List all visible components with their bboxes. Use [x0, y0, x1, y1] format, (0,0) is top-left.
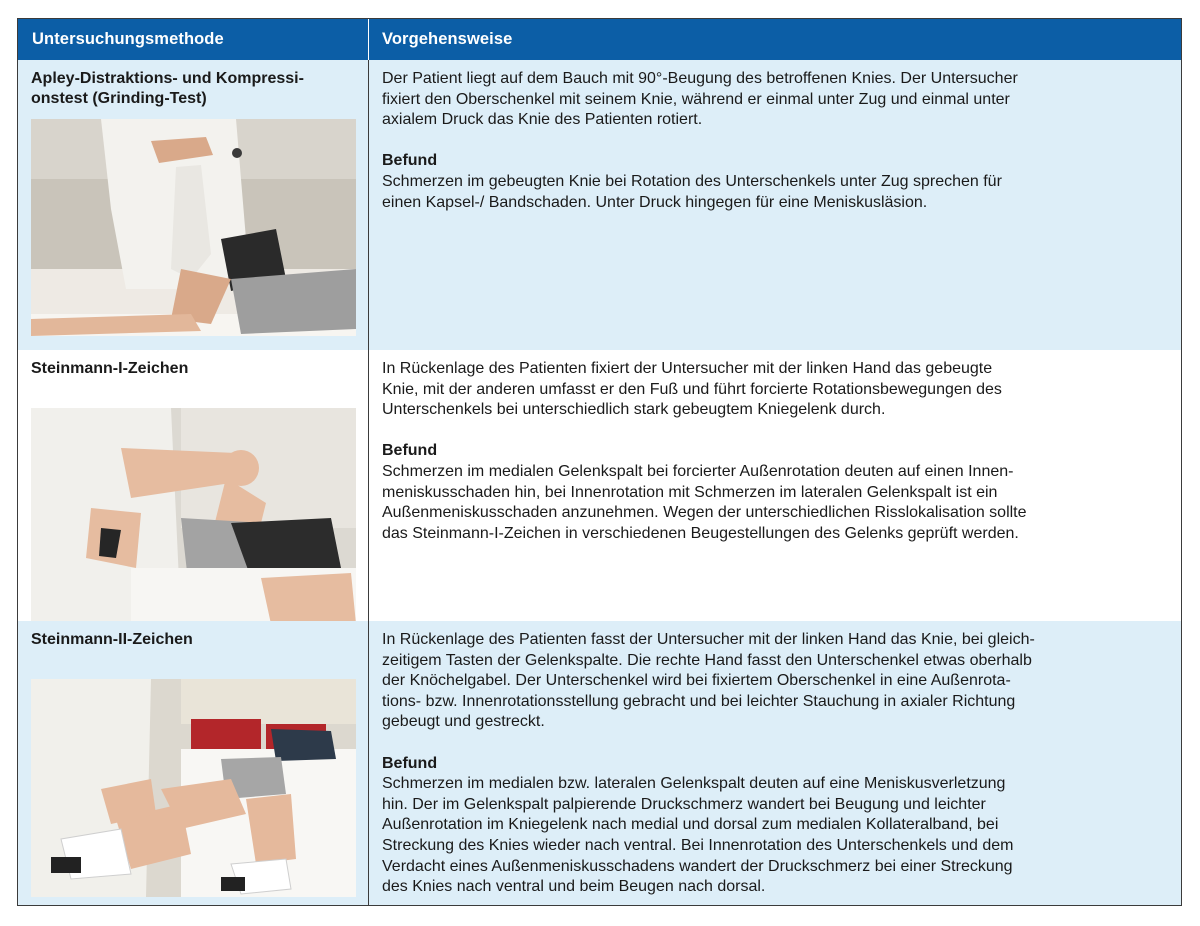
header-examination-method: Untersuchungsmethode	[32, 30, 224, 48]
procedure-line: gebeugt und gestreckt.	[382, 713, 545, 731]
column-divider	[368, 60, 369, 905]
finding-line: hin. Der im Gelenkspalt palpierende Druckschmerz wandert bei Beugung und leichter	[382, 795, 986, 813]
method-title-line: Steinmann-I-Zeichen	[31, 360, 189, 377]
header-column-divider	[368, 19, 369, 60]
table-row-steinmann-2	[18, 621, 1181, 905]
procedure-line: tions- bzw. Innenrotationsstellung gebracht und bei leichter Stauchung in axialer Richtung	[382, 692, 1016, 710]
procedure-line: fixiert den Oberschenkel mit seinem Knie, während er einmal unter Zug und einmal unter	[382, 90, 1010, 108]
finding-line: Streckung des Knies wieder nach ventral. Bei Innenrotation des Unterschenkels und dem	[382, 836, 1014, 854]
finding-line: meniskusschaden hin, bei Innenrotation mit Schmerzen im lateralen Gelenkspalt ist ein	[382, 483, 998, 501]
procedure-line: der Knöchelgabel. Der Unterschenkel wird bei fixiertem Oberschenkel in eine Außenrota-	[382, 672, 1011, 690]
table-header-row	[18, 19, 1181, 60]
finding-line: Verdacht eines Außenmeniskusschadens wandert der Druckschmerz bei einer Streckung	[382, 857, 1013, 875]
procedure-line: axialem Druck das Knie des Patienten rotiert.	[382, 111, 703, 129]
examination-table	[17, 18, 1182, 906]
table-row-steinmann-1	[18, 350, 1181, 621]
finding-line: Außenmeniskusschaden anzunehmen. Wegen der unterschiedlichen Risslokalisation sollte	[382, 504, 1027, 522]
finding-line: Schmerzen im gebeugten Knie bei Rotation des Unterschenkels unter Zug sprechen für	[382, 172, 1002, 190]
finding-line: einen Kapsel-/ Bandschaden. Unter Druck hingegen für eine Meniskusläsion.	[382, 193, 928, 211]
procedure-line: In Rückenlage des Patienten fixiert der Untersucher mit der linken Hand das gebeugte	[382, 360, 993, 377]
finding-heading: Befund	[382, 754, 438, 772]
finding-heading: Befund	[382, 152, 438, 170]
procedure-line: In Rückenlage des Patienten fasst der Untersucher mit der linken Hand das Knie, bei gleich-	[382, 631, 1035, 648]
procedure-steinmann-1	[382, 359, 1170, 544]
table-row-apley	[18, 60, 1181, 350]
method-title-line: onstest (Grinding-Test)	[31, 90, 207, 107]
method-title-apley	[31, 69, 361, 109]
finding-line: Außenrotation im Kniegelenk nach medial und dorsal zum medialen Kollateralband, bei	[382, 816, 999, 834]
photo-apley-test	[31, 119, 356, 336]
finding-heading: Befund	[382, 442, 438, 460]
photo-steinmann-2-test	[31, 679, 356, 897]
procedure-line: Unterschenkels bei unterschiedlich stark gebeugtem Kniegelenk durch.	[382, 401, 886, 419]
finding-line: des Knies nach ventral und beim Beugen nach dorsal.	[382, 878, 766, 896]
method-title-line: Steinmann-II-Zeichen	[31, 631, 193, 648]
method-title-line: Apley-Distraktions- und Kompressi-	[31, 70, 304, 87]
header-procedure: Vorgehensweise	[382, 30, 513, 48]
procedure-line: zeitigem Tasten der Gelenkspalte. Die rechte Hand fasst den Unterschenkel etwas oberhalb	[382, 651, 1032, 669]
finding-line: Schmerzen im medialen bzw. lateralen Gelenkspalt deuten auf eine Meniskusverletzung	[382, 775, 1006, 793]
photo-steinmann-1-test	[31, 408, 356, 624]
procedure-steinmann-2	[382, 630, 1170, 898]
procedure-apley	[382, 69, 1170, 213]
procedure-line: Der Patient liegt auf dem Bauch mit 90°-Beugung des betroffenen Knies. Der Untersucher	[382, 70, 1018, 87]
finding-line: das Steinmann-I-Zeichen in verschiedenen Beugestellungen des Gelenks geprüft werden.	[382, 524, 1019, 542]
finding-line: Schmerzen im medialen Gelenkspalt bei forcierter Außenrotation deuten auf einen Innen-	[382, 462, 1014, 480]
procedure-line: Knie, mit der anderen umfasst er den Fuß und führt forcierte Rotationsbewegungen des	[382, 380, 1002, 398]
method-title-steinmann-2	[31, 630, 361, 650]
method-title-steinmann-1	[31, 359, 361, 379]
